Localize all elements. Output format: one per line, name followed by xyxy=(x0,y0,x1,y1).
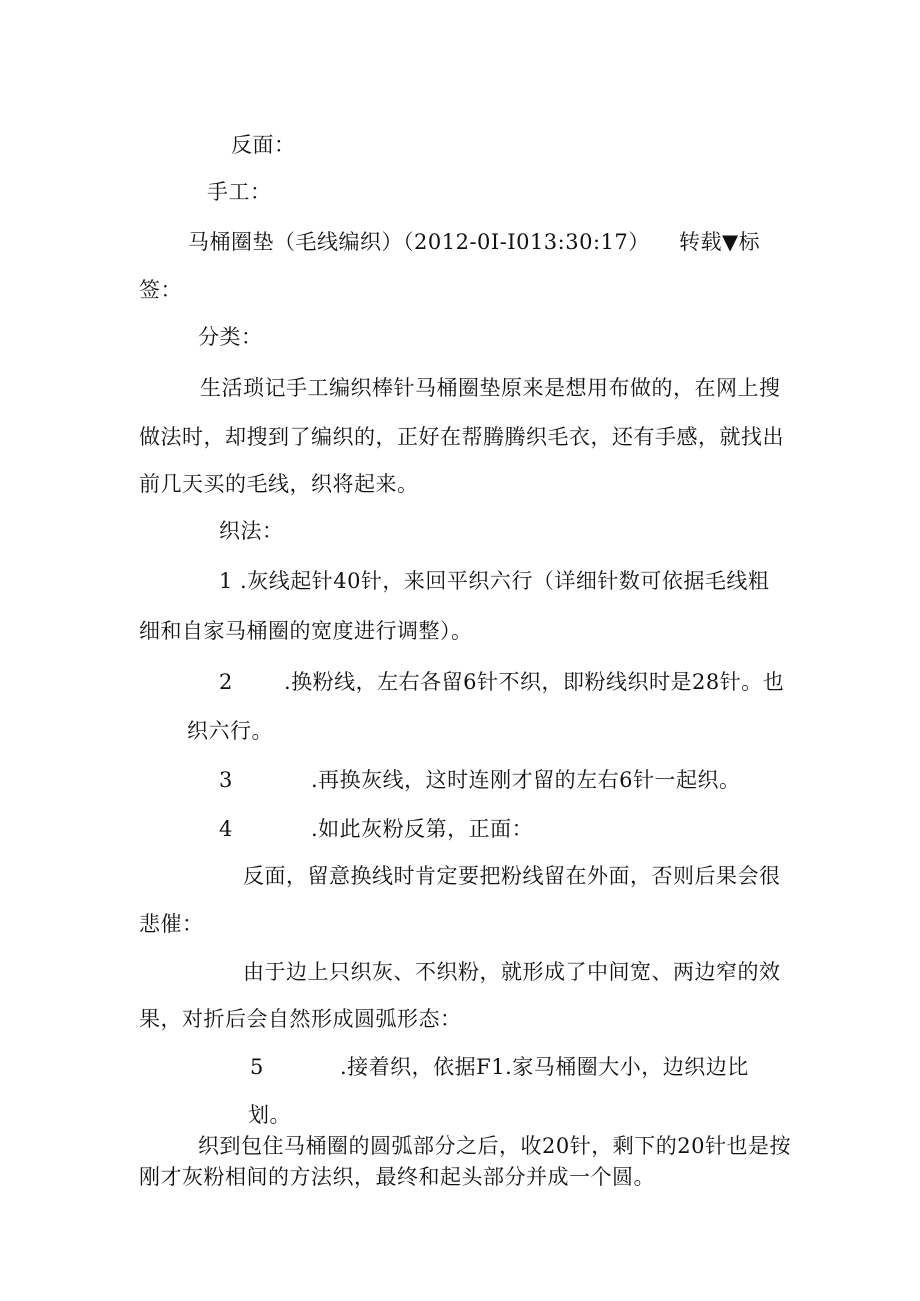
edge-note-line-2: 果，对折后会自然形成圆弧形态： xyxy=(139,1007,462,1031)
post-title: 马桶圈垫（毛线编织）（2012-0I-I013:30:17） xyxy=(188,230,650,254)
step-2-text: .换粉线，左右各留6针不织，即粉线织时是28针。也 xyxy=(284,670,785,694)
step-5-number: 5 xyxy=(250,1055,264,1079)
step-3-number: 3 xyxy=(219,768,233,792)
step-1-line-1: 1 .灰线起针40针，来回平织六行（详细针数可依据毛线粗 xyxy=(219,569,770,593)
method-heading: 织法： xyxy=(219,519,284,543)
handcraft-label: 手工： xyxy=(207,180,272,204)
final-paragraph-line-1: 织到包住马桶圈的圆弧部分之后，收20针，剩下的20针也是按 xyxy=(198,1134,791,1158)
step-2-number: 2 xyxy=(219,670,233,694)
back-side-label: 反面： xyxy=(231,133,296,157)
step-2-continuation: 织六行。 xyxy=(187,719,273,743)
category-label: 分类： xyxy=(198,325,263,349)
step-4-number: 4 xyxy=(219,817,233,841)
step-3-text: .再换灰线，这时连刚才留的左右6针一起织。 xyxy=(311,768,741,792)
intro-paragraph-line-2: 做法时，却搜到了编织的，正好在帮腾腾织毛衣，还有手感，就找出 xyxy=(139,425,784,449)
step-4-text: .如此灰粉反第，正面： xyxy=(311,817,534,841)
back-side-note-line-2: 悲催： xyxy=(139,912,204,936)
back-side-note-line-1: 反面，留意换线时肯定要把粉线留在外面，否则后果会很 xyxy=(243,864,781,888)
edge-note-line-1: 由于边上只织灰、不织粉，就形成了中间宽、两边窄的效 xyxy=(243,960,781,984)
intro-paragraph-line-1: 生活琐记手工编织棒针马桶圈垫原来是想用布做的，在网上搜 xyxy=(200,376,781,400)
step-5-text: .接着织，依据F1.家马桶圈大小，边织边比 xyxy=(340,1055,749,1079)
tag-label-continuation: 签： xyxy=(139,278,182,302)
step-5-continuation: 划。 xyxy=(248,1103,291,1127)
intro-paragraph-line-3: 前几天买的毛线，织将起来。 xyxy=(139,472,419,496)
repost-tag: 转载▼标 xyxy=(679,230,761,254)
final-paragraph-line-2: 刚才灰粉相间的方法织，最终和起头部分并成一个圆。 xyxy=(139,1165,655,1189)
step-1-line-2: 细和自家马桶圈的宽度进行调整）。 xyxy=(139,619,473,643)
